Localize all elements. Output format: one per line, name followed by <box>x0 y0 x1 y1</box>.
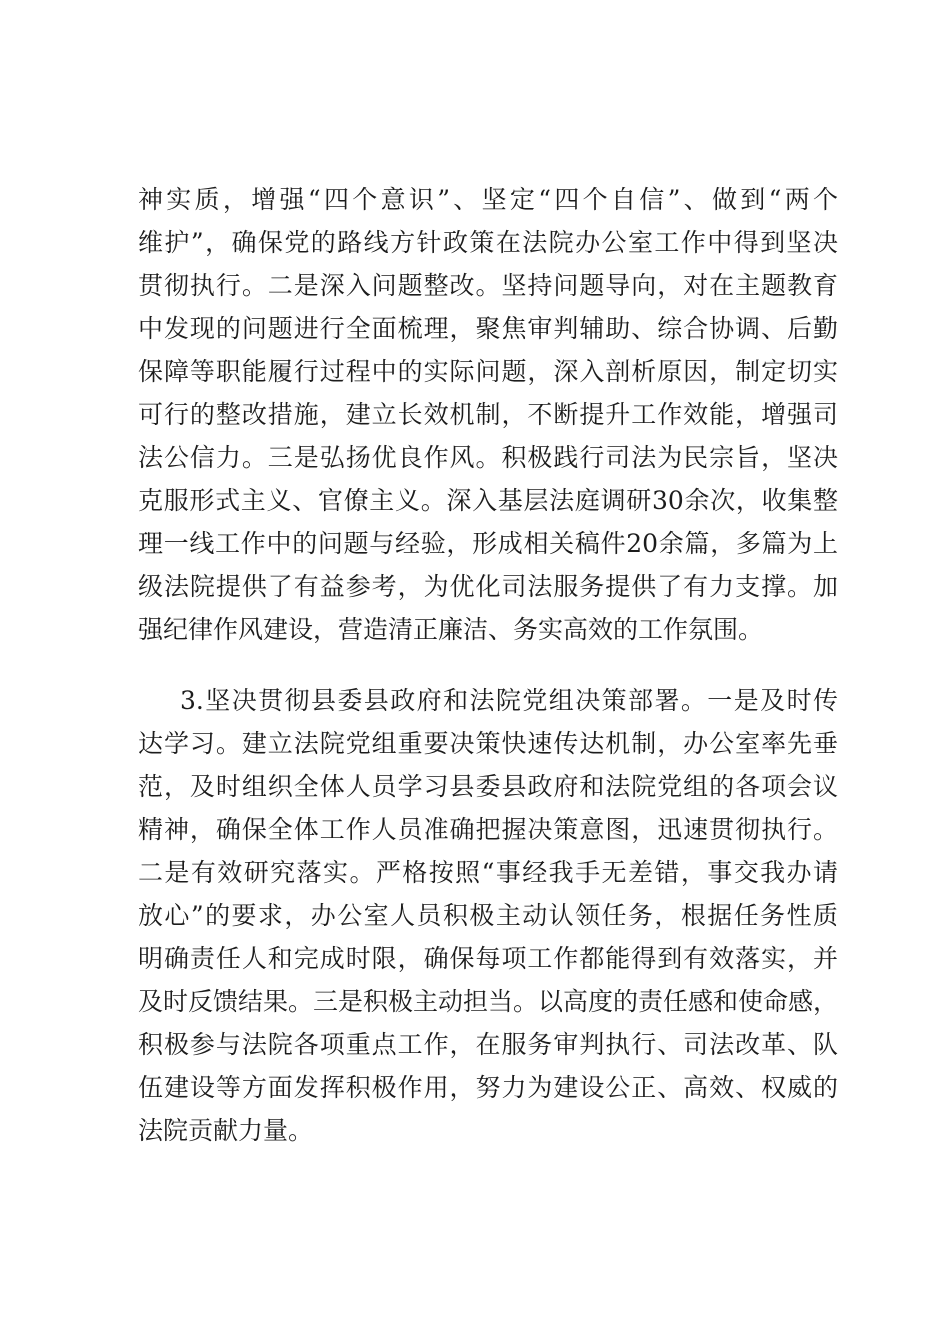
text-line: 维护”，确保党的路线方针政策在法院办公室工作中得到坚决 <box>138 228 838 257</box>
text-line: 级法院提供了有益参考，为优化司法服务提供了有力支撑。加 <box>138 572 838 601</box>
text-line: 法公信力。三是弘扬优良作风。积极践行司法为民宗旨，坚决 <box>138 443 838 472</box>
text-line: 达学习。建立法院党组重要决策快速传达机制，办公室率先垂 <box>138 729 838 758</box>
section-heading-line: 3.坚决贯彻县委县政府和法院党组决策部署。一是及时传 <box>180 686 838 715</box>
text-line: 范，及时组织全体人员学习县委县政府和法院党组的各项会议 <box>138 772 838 801</box>
text-line: 精神，确保全体工作人员准确把握决策意图，迅速贯彻执行。 <box>138 815 838 844</box>
text-line: 放心”的要求，办公室人员积极主动认领任务，根据任务性质 <box>138 901 838 930</box>
text-line: 克服形式主义、官僚主义。深入基层法庭调研30余次，收集整 <box>138 486 838 515</box>
text-line: 伍建设等方面发挥积极作用，努力为建设公正、高效、权威的 <box>138 1073 838 1102</box>
text-line: 强纪律作风建设，营造清正廉洁、务实高效的工作氛围。 <box>138 615 764 644</box>
text-line: 保障等职能履行过程中的实际问题，深入剖析原因，制定切实 <box>138 357 838 386</box>
text-line: 二是有效研究落实。严格按照“事经我手无差错，事交我办请 <box>138 858 838 887</box>
text-line: 法院贡献力量。 <box>138 1116 314 1145</box>
text-line: 理一线工作中的问题与经验，形成相关稿件20余篇，多篇为上 <box>138 529 838 558</box>
text-line: 可行的整改措施，建立长效机制，不断提升工作效能，增强司 <box>138 400 838 429</box>
text-line: 中发现的问题进行全面梳理，聚焦审判辅助、综合协调、后勤 <box>138 314 838 343</box>
text-line: 积极参与法院各项重点工作，在服务审判执行、司法改革、队 <box>138 1030 838 1059</box>
text-line: 及时反馈结果。三是积极主动担当。以高度的责任感和使命感， <box>138 987 839 1016</box>
text-line: 贯彻执行。二是深入问题整改。坚持问题导向，对在主题教育 <box>138 271 838 300</box>
text-line: 明确责任人和完成时限，确保每项工作都能得到有效落实，并 <box>138 944 838 973</box>
text-line: 神实质，增强“四个意识”、坚定“四个自信”、做到“两个 <box>138 185 838 214</box>
